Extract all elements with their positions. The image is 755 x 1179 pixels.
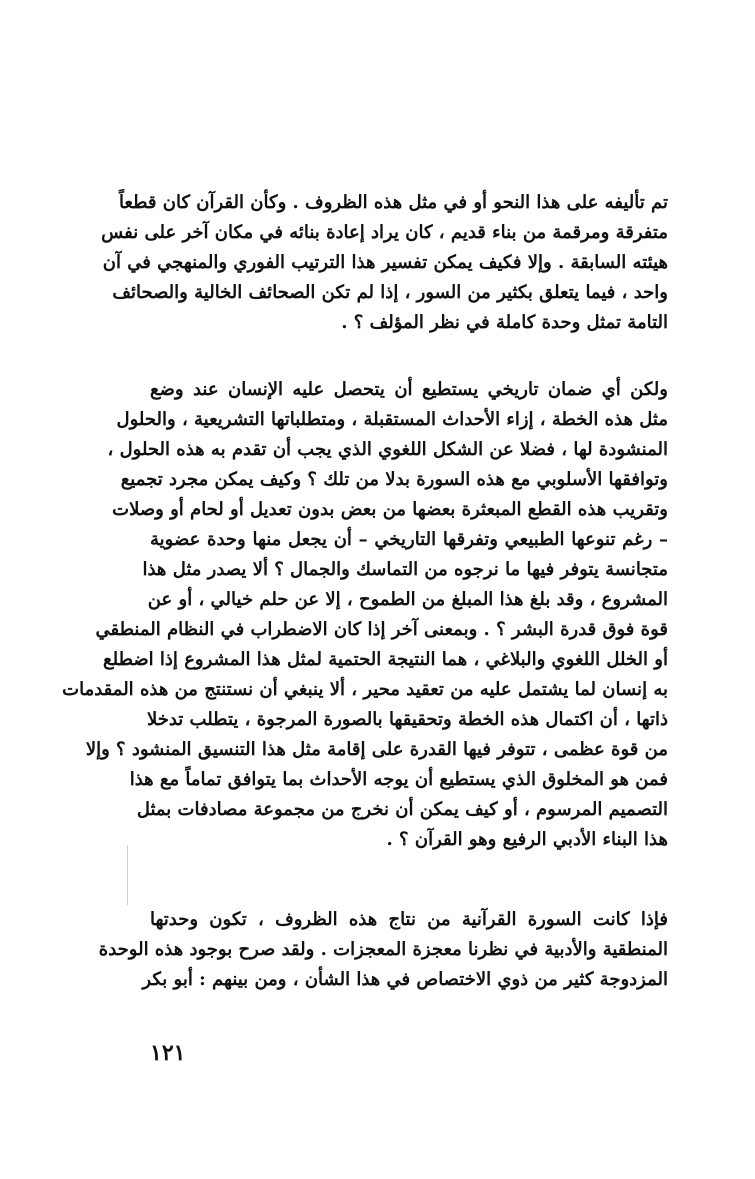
paragraph-1 (101, 188, 668, 338)
text-line: تم تأليفه على هذا النحو أو في مثل هذه الظروف . وكأن القرآن كان قطعاً (118, 192, 668, 213)
text-line: وتقريب هذه القطع المبعثرة بعضها من بعض بدون تعديل أو لحام أو وصلات (112, 499, 668, 520)
text-line: متجانسة يتوفر فيها ما نرجوه من التماسك والجمال ؟ ألا يصدر مثل هذا (142, 559, 668, 580)
text-line: مثل هذه الخطة ، إزاء الأحداث المستقبلة ، ومتطلباتها التشريعية ، والحلول (116, 409, 668, 430)
text-line: ذاتها ، أن اكتمال هذه الخطة وتحقيقها بالصورة المرجوة ، يتطلب تدخلا (146, 709, 668, 730)
text-line: هيئته السابقة . وإلا فكيف يمكن تفسير هذا الترتيب الفوري والمنهجي في آن (102, 252, 668, 273)
text-line: المشروع ، وقد بلغ هذا المبلغ من الطموح ، إلا عن حلم خيالي ، أو عن (147, 589, 668, 610)
text-line: متفرقة ومرقمة من بناء قديم ، كان يراد إعادة بنائه في مكان آخر على نفس (101, 222, 668, 243)
margin-scan-mark (127, 845, 128, 905)
text-line: به إنسان لما يشتمل عليه من تعقيد محير ، ألا ينبغي أن نستنتج من هذه المقدمات (62, 679, 668, 700)
text-line: – رغم تنوعها الطبيعي وتفرقها التاريخي – أن يجعل منها وحدة عضوية (150, 529, 668, 550)
paragraph-2 (62, 375, 668, 855)
text-line: هذا البناء الأدبي الرفيع وهو القرآن ؟ . (386, 829, 668, 850)
text-line: فمن هو المخلوق الذي يستطيع أن يوجه الأحداث بما يتوافق تماماً مع هذا (129, 769, 668, 790)
text-line: المنطقية والأدبية في نظرنا معجزة المعجزات . ولقد صرح بوجود هذه الوحدة (98, 939, 668, 960)
text-line: التصميم المرسوم ، أو كيف يمكن أن نخرج من مجموعة مصادفات بمثل (136, 799, 668, 820)
page-number: ١٢١ (150, 1040, 186, 1066)
text-line: أو الخلل اللغوي والبلاغي ، هما النتيجة الحتمية لمثل هذا المشروع إذا اضطلع (103, 649, 668, 670)
text-line: وتوافقها الأسلوبي مع هذه السورة بدلا من تلك ؟ وكيف يمكن مجرد تجميع (120, 469, 668, 490)
text-line: المنشودة لها ، فضلا عن الشكل اللغوي الذي يجب أن تقدم به هذه الحلول ، (107, 439, 668, 460)
text-line: قوة فوق قدرة البشر ؟ . وبمعنى آخر إذا كان الاضطراب في النظام المنطقي (95, 619, 668, 640)
text-line: فإذا كانت السورة القرآنية من نتاج هذه الظروف ، تكون وحدتها (150, 909, 668, 930)
text-line: من قوة عظمى ، تتوفر فيها القدرة على إقامة مثل هذا التنسيق المنشود ؟ وإلا (85, 739, 668, 760)
text-line: التامة تمثل وحدة كاملة في نظر المؤلف ؟ . (341, 312, 668, 333)
text-line: المزدوجة كثير من ذوي الاختصاص في هذا الشأن ، ومن بينهم : أبو بكر (142, 969, 668, 990)
paragraph-3 (98, 905, 668, 995)
text-line: واحد ، فيما يتعلق بكثير من السور ، إذا لم تكن الصحائف الخالية والصحائف (112, 282, 668, 303)
text-line: ولكن أي ضمان تاريخي يستطيع أن يتحصل عليه الإنسان عند وضع (150, 379, 668, 400)
